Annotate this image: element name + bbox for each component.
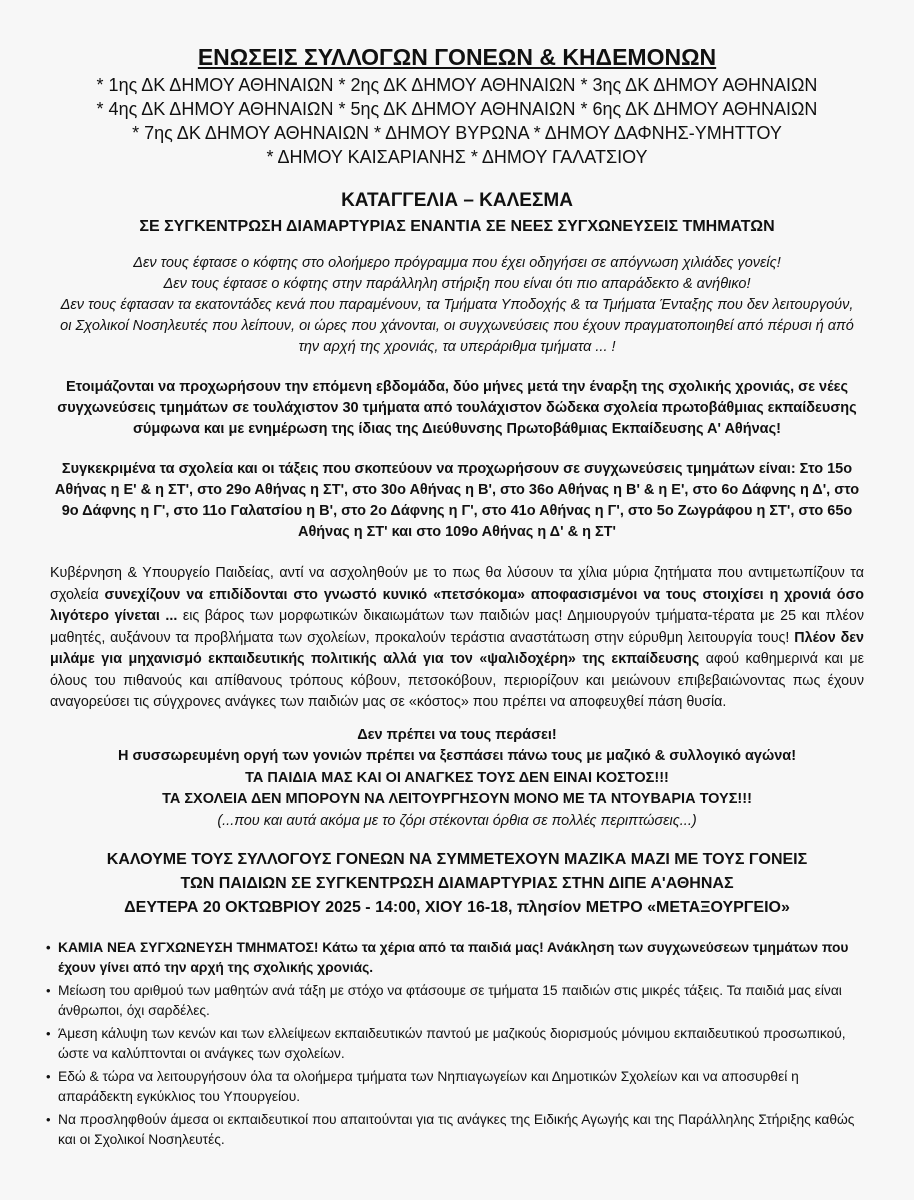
rally-call bbox=[42, 848, 872, 920]
demand-item bbox=[46, 1024, 866, 1063]
intro-line: Δεν τους έφτασαν τα εκατοντάδες κενά που παραμένουν, τα Τμήματα Υποδοχής & τα Τμήματα Ένταξης που δεν λειτουργούν, οι Σχολικοί Νοσηλευτές που λείπουν, οι ώρες που χάνονται, οι συγχωνεύσεις που έχουν πραγματοποιηθεί από πέρυσι ή από την αρχή της χρονιάς, τα υπεράριθμα τμήματα ... ! bbox=[60, 297, 854, 355]
sub-heading: ΣΕ ΣΥΓΚΕΝΤΡΩΣΗ ΔΙΑΜΑΡΤΥΡΙΑΣ ΕΝΑΝΤΙΑ ΣΕ ΝΕΕΣ ΣΥΓΧΩΝΕΥΣΕΙΣ ΤΜΗΜΑΤΩΝ bbox=[139, 218, 775, 235]
demand-item bbox=[46, 1110, 866, 1149]
criticism-text: Κυβέρνηση & Υπουργείο Παιδείας, αντί να ασχοληθούν με το πως θα λύσουν τα χίλια μύρια ζητήματα που αντιμετωπίζουν τα σχολεία bbox=[50, 565, 864, 603]
announcement-paragraph: Ετοιμάζονται να προχωρήσουν την επόμενη εβδομάδα, δύο μήνες μετά την έναρξη της σχολικής χρονιάς, σε νέες συγχωνεύσεις τμημάτων σε τουλάχιστον 30 τμήματα από τουλάχιστον δώδεκα σχολεία πρωτοβάθμιας εκπαίδευσης σύμφωνα και με ενημέρωση της ίδιας της Διεύθυνσης Πρωτοβάθμιας Εκπαίδευσης Α' Αθήνας! bbox=[57, 379, 857, 437]
slogan: Η συσσωρευμένη οργή των γονιών πρέπει να ξεσπάσει πάνω τους με μαζικό & συλλογικό αγώνα! bbox=[117, 748, 797, 764]
bullet-icon: • bbox=[46, 1069, 51, 1084]
schools-paragraph: Συγκεκριμένα τα σχολεία και οι τάξεις που σκοπεύουν να προχωρήσουν σε συγχωνεύσεις τμημάτων είναι: Στο 15ο Αθήνας η Ε' & η ΣΤ', στο 29ο Αθήνας η ΣΤ', στο 30ο Αθήνας η Β', στο 36ο Αθήνας η Β' & η Ε', στο 6ο Δάφνης η Δ', στο 9ο Δάφνης η Γ', στο 11ο Γαλατσίου η Β', στο 2ο Δάφνης η Γ', στο 41ο Αθήνας η Γ', στο 5ο Ζωγράφου η ΣΤ', στο 65ο Αθήνας η ΣΤ' και στο 109ο Αθήνας η Δ' & η ΣΤ' bbox=[54, 461, 860, 540]
rally-call-line: ΚΑΛΟΥΜΕ ΤΟΥΣ ΣΥΛΛΟΓΟΥΣ ΓΟΝΕΩΝ ΝΑ ΣΥΜΜΕΤΕΧΟΥΝ ΜΑΖΙΚΑ ΜΑΖΙ ΜΕ ΤΟΥΣ ΓΟΝΕΙΣ bbox=[106, 851, 808, 868]
criticism-text: εις βάρος των μορφωτικών δικαιωμάτων των παιδιών μας! Δημιουργούν τμήματα-τέρατα με 25 και πλέον μαθητές, αυξάνουν τα προβλήματα των σχολείων, προκαλούν τεράστια αναστάτωση στην εύρυθμη λειτουργία τους! bbox=[50, 608, 864, 646]
demand-item bbox=[46, 938, 866, 977]
demand-text: Εδώ & τώρα να λειτουργήσουν όλα τα ολοήμερα τμήματα των Νηπιαγωγείων και Δημοτικών Σχολείων και να αποσυρθεί η απαράδεκτη εγκύκλιος του Υπουργείου. bbox=[58, 1069, 799, 1104]
bullet-icon: • bbox=[46, 983, 51, 998]
slogans-block bbox=[42, 725, 872, 833]
rally-date-location: ΔΕΥΤΕΡΑ 20 ΟΚΤΩΒΡΙΟΥ 2025 - 14:00, ΧΙΟΥ 16-18, πλησίον ΜΕΤΡΟ «ΜΕΤΑΞΟΥΡΓΕΙΟ» bbox=[124, 899, 790, 916]
unions-title: ΕΝΩΣΕΙΣ ΣΥΛΛΟΓΩΝ ΓΟΝΕΩΝ & ΚΗΔΕΜΟΝΩΝ bbox=[197, 44, 717, 70]
demand-item bbox=[46, 1067, 866, 1106]
demand-text: Άμεση κάλυψη των κενών και των ελλείψεων εκπαιδευτικών παντού με μαζικούς διορισμούς μόνιμου εκπαιδευτικού προσωπικού, ώστε να καλύπτονται οι ανάγκες των σχολείων. bbox=[58, 1026, 846, 1061]
unions-line: * ΔΗΜΟΥ ΚΑΙΣΑΡΙΑΝΗΣ * ΔΗΜΟΥ ΓΑΛΑΤΣΙΟΥ bbox=[266, 147, 648, 167]
bullet-icon: • bbox=[46, 940, 51, 955]
criticism-emphasis: Πλέον δεν μιλάμε για μηχανισμό εκπαιδευτικής πολιτικής αλλά για τον «ψαλιδοχέρη» της εκπαίδευσης bbox=[50, 629, 864, 667]
slogan: ΤΑ ΠΑΙΔΙΑ ΜΑΣ ΚΑΙ ΟΙ ΑΝΑΓΚΕΣ ΤΟΥΣ ΔΕΝ ΕΙΝΑΙ ΚΟΣΤΟΣ!!! bbox=[245, 769, 669, 786]
bullet-icon: • bbox=[46, 1112, 51, 1127]
slogan: ΤΑ ΣΧΟΛΕΙΑ ΔΕΝ ΜΠΟΡΟΥΝ ΝΑ ΛΕΙΤΟΥΡΓΗΣΟΥΝ ΜΟΝΟ ΜΕ ΤΑ ΝΤΟΥΒΑΡΙΑ ΤΟΥΣ!!! bbox=[162, 791, 752, 807]
slogan: Δεν πρέπει να τους περάσει! bbox=[357, 726, 557, 743]
intro-block bbox=[56, 253, 858, 358]
intro-line: Δεν τους έφτασε ο κόφτης στην παράλληλη στήριξη που είναι ότι πιο απαράδεκτο & ανήθικο! bbox=[163, 276, 751, 292]
bullet-icon: • bbox=[46, 1026, 51, 1041]
unions-line: * 7ης ΔΚ ΔΗΜΟΥ ΑΘΗΝΑΙΩΝ * ΔΗΜΟΥ ΒΥΡΩΝΑ * ΔΗΜΟΥ ΔΑΦΝΗΣ-ΥΜΗΤΤΟΥ bbox=[132, 123, 782, 143]
unions-line: * 1ης ΔΚ ΔΗΜΟΥ ΑΘΗΝΑΙΩΝ * 2ης ΔΚ ΔΗΜΟΥ ΑΘΗΝΑΙΩΝ * 3ης ΔΚ ΔΗΜΟΥ ΑΘΗΝΑΙΩΝ bbox=[96, 75, 818, 95]
demand-text: Να προσληφθούν άμεσα οι εκπαιδευτικοί που απαιτούνται για τις ανάγκες της Ειδικής Αγωγής και της Παράλληλης Στήριξης καθώς και οι Σχολικοί Νοσηλευτές. bbox=[58, 1112, 855, 1147]
demands-list bbox=[42, 938, 872, 1149]
demand-item bbox=[46, 981, 866, 1020]
criticism-paragraph bbox=[50, 563, 864, 714]
slogan-note: (...που και αυτά ακόμα με το ζόρι στέκονται όρθια σε πολλές περιπτώσεις...) bbox=[217, 812, 697, 829]
criticism-emphasis: συνεχίζουν να επιδίδονται στο γνωστό κυνικό «πετσόκομα» αποφασισμένοι να τους στοιχίσει η χρονιά όσο λιγότερο γίνεται ... bbox=[50, 586, 864, 624]
unions-list bbox=[72, 73, 842, 169]
main-heading: ΚΑΤΑΓΓΕΛΙΑ – ΚΑΛΕΣΜΑ bbox=[341, 190, 573, 211]
criticism-text: αφού καθημερινά και με όλους του πιθανούς και απίθανους τρόπους κόβουν, πετσοκόβουν, περιορίζουν και μειώνουν επιβεβαιώνοντας πως έχουν αναγορεύσει τις σύγχρονες ανάγκες των παιδιών μας σε «κόστος» που πρέπει να αποφευχθεί πάση θυσία. bbox=[50, 651, 864, 710]
demand-text: ΚΑΜΙΑ ΝΕΑ ΣΥΓΧΩΝΕΥΣΗ ΤΜΗΜΑΤΟΣ! Κάτω τα χέρια από τα παιδιά μας! Ανάκληση των συγχωνεύσεων τμημάτων που έχουν γίνει από την αρχή της σχολικής χρονιάς. bbox=[58, 940, 849, 975]
demand-text: Μείωση του αριθμού των μαθητών ανά τάξη με στόχο να φτάσουμε σε τμήματα 15 παιδιών στις μικρές τάξεις. Τα παιδιά μας είναι άνθρωποι, όχι σαρδέλες. bbox=[58, 983, 842, 1018]
rally-call-line: ΤΩΝ ΠΑΙΔΙΩΝ ΣΕ ΣΥΓΚΕΝΤΡΩΣΗ ΔΙΑΜΑΡΤΥΡΙΑΣ ΣΤΗΝ ΔΙΠΕ Α'ΑΘΗΝΑΣ bbox=[180, 875, 734, 892]
intro-line: Δεν τους έφτασε ο κόφτης στο ολοήμερο πρόγραμμα που έχει οδηγήσει σε απόγνωση χιλιάδες γονείς! bbox=[133, 255, 781, 271]
unions-line: * 4ης ΔΚ ΔΗΜΟΥ ΑΘΗΝΑΙΩΝ * 5ης ΔΚ ΔΗΜΟΥ ΑΘΗΝΑΙΩΝ * 6ης ΔΚ ΔΗΜΟΥ ΑΘΗΝΑΙΩΝ bbox=[96, 99, 818, 119]
